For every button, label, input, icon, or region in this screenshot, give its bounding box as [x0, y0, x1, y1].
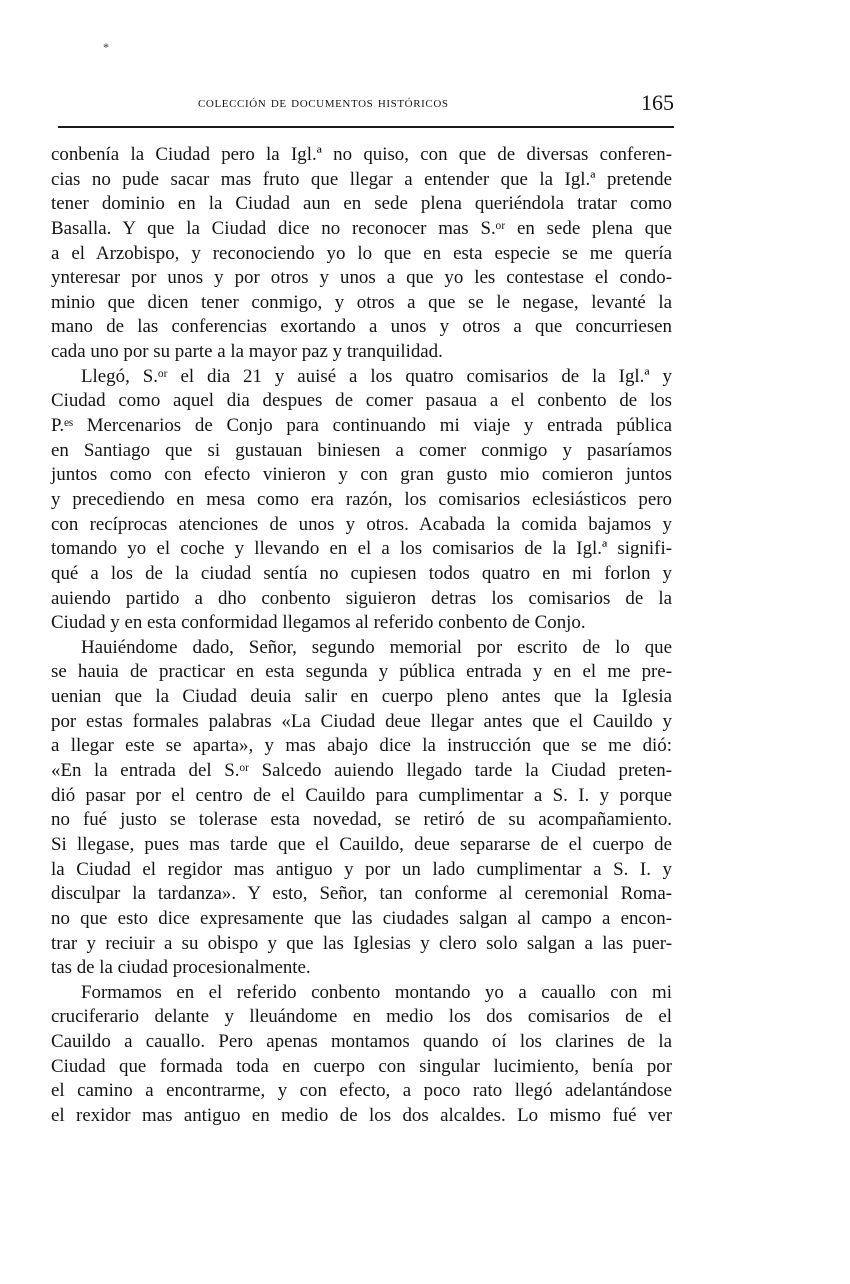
text-line: a el Arzobispo, y reconociendo yo lo que en esta especie se me quería — [51, 242, 672, 264]
text-line: P.ᵉˢ Mercenarios de Conjo para continuando mi viaje y entrada pública — [51, 415, 672, 437]
page-number: 165 — [641, 90, 674, 115]
text-line: Cauildo a cauallo. Pero apenas montamos quando oí los clarines de la — [51, 1031, 672, 1053]
text-line: Hauiéndome dado, Señor, segundo memorial por escrito de lo que — [81, 636, 672, 658]
text-line: y precediendo en mesa como era razón, los comisarios eclesiásticos pero — [51, 488, 672, 510]
text-line: mano de las conferencias exortando a unos y otros a que concurriesen — [51, 316, 672, 338]
body-text — [51, 143, 672, 1129]
text-line: por estas formales palabras «La Ciudad deue llegar antes que el Cauildo y — [51, 710, 672, 732]
header-rule — [58, 126, 674, 128]
text-line: cada uno por su parte a la mayor paz y tranquilidad. — [51, 341, 443, 363]
text-line: Ciudad y en esta conformidad llegamos al referido conbento de Conjo. — [51, 612, 586, 634]
text-line: la Ciudad el regidor mas antiguo y por un lado cumplimentar a S. I. y — [51, 858, 672, 880]
text-line: uenian que la Ciudad deuia salir en cuerpo pleno antes que la Iglesia — [51, 686, 672, 708]
text-line: minio que dicen tener conmigo, y otros a que se le negase, levanté la — [51, 291, 672, 313]
text-line: conbenía la Ciudad pero la Igl.ª no quiso, con que de diversas conferen- — [51, 144, 672, 165]
text-line: Llegó, S.ᵒʳ el dia 21 y auisé a los quatro comisarios de la Igl.ª y — [81, 365, 672, 387]
text-line: auiendo partido a dho conbento siguieron detras los comisarios de la — [51, 587, 672, 609]
text-line: a llegar este se aparta», y mas abajo dice la instrucción que se me dió: — [51, 735, 672, 757]
text-line: juntos como con efecto vinieron y con gran gusto mio comieron juntos — [51, 464, 672, 486]
text-line: tomando yo el coche y llevando en el a los comisarios de la Igl.ª signifi- — [51, 538, 672, 560]
text-line: Si llegase, pues mas tarde que el Cauildo, deue separarse de el cuerpo de — [51, 833, 672, 855]
text-line: tener dominio en la Ciudad aun en sede plena queriéndola tratar como — [51, 193, 672, 215]
text-line: «En la entrada del S.ᵒʳ Salcedo auiendo llegado tarde la Ciudad preten- — [51, 760, 672, 782]
text-line: Basalla. Y que la Ciudad dice no reconocer mas S.ᵒʳ en sede plena que — [51, 217, 672, 239]
text-line: cruciferario delante y lleuándome en medio los dos comisarios de el — [51, 1006, 672, 1028]
running-head: colección de documentos históricos — [198, 94, 449, 111]
text-line: se hauia de practicar en esta segunda y pública entrada y en el me pre- — [51, 661, 672, 683]
text-line: en Santiago que si gustauan biniesen a comer conmigo y pasaríamos — [51, 439, 672, 461]
text-line: Ciudad como aquel dia despues de comer pasaua a el conbento de los — [51, 390, 672, 412]
text-line: el rexidor mas antiguo en medio de los dos alcaldes. Lo mismo fué ver — [51, 1104, 672, 1126]
text-line: trar y reciuir a su obispo y que las Iglesias y clero solo salgan a las puer- — [51, 932, 672, 954]
text-line: con recíprocas atenciones de unos y otros. Acabada la comida bajamos y — [51, 513, 672, 535]
text-line: el camino a encontrarme, y con efecto, a poco rato llegó adelantándose — [51, 1080, 672, 1102]
text-line: tas de la ciudad procesionalmente. — [51, 957, 311, 979]
text-line: Formamos en el referido conbento montando yo a cauallo con mi — [81, 981, 672, 1003]
text-line: Ciudad que formada toda en cuerpo con singular lucimiento, benía por — [51, 1055, 672, 1077]
text-line: qué a los de la ciudad sentía no cupiesen todos quatro en mi forlon y — [51, 562, 672, 584]
text-line: disculpar la tardanza». Y esto, Señor, tan conforme al ceremonial Roma- — [51, 883, 672, 905]
text-line: no fué justo se tolerase esta novedad, se retiró de su acompañamiento. — [51, 809, 672, 831]
page-header — [56, 92, 676, 126]
text-line: cias no pude sacar mas fruto que llegar a entender que la Igl.ª pretende — [51, 168, 672, 190]
text-line: dió pasar por el centro de el Cauildo para cumplimentar a S. I. y porque — [51, 784, 672, 806]
text-line: ynteresar por unos y por otros y unos a que yo les contestase el condo- — [51, 267, 672, 289]
stray-mark: * — [103, 40, 109, 54]
text-line: no que esto dice expresamente que las ciudades salgan al campo a encon- — [51, 907, 672, 929]
